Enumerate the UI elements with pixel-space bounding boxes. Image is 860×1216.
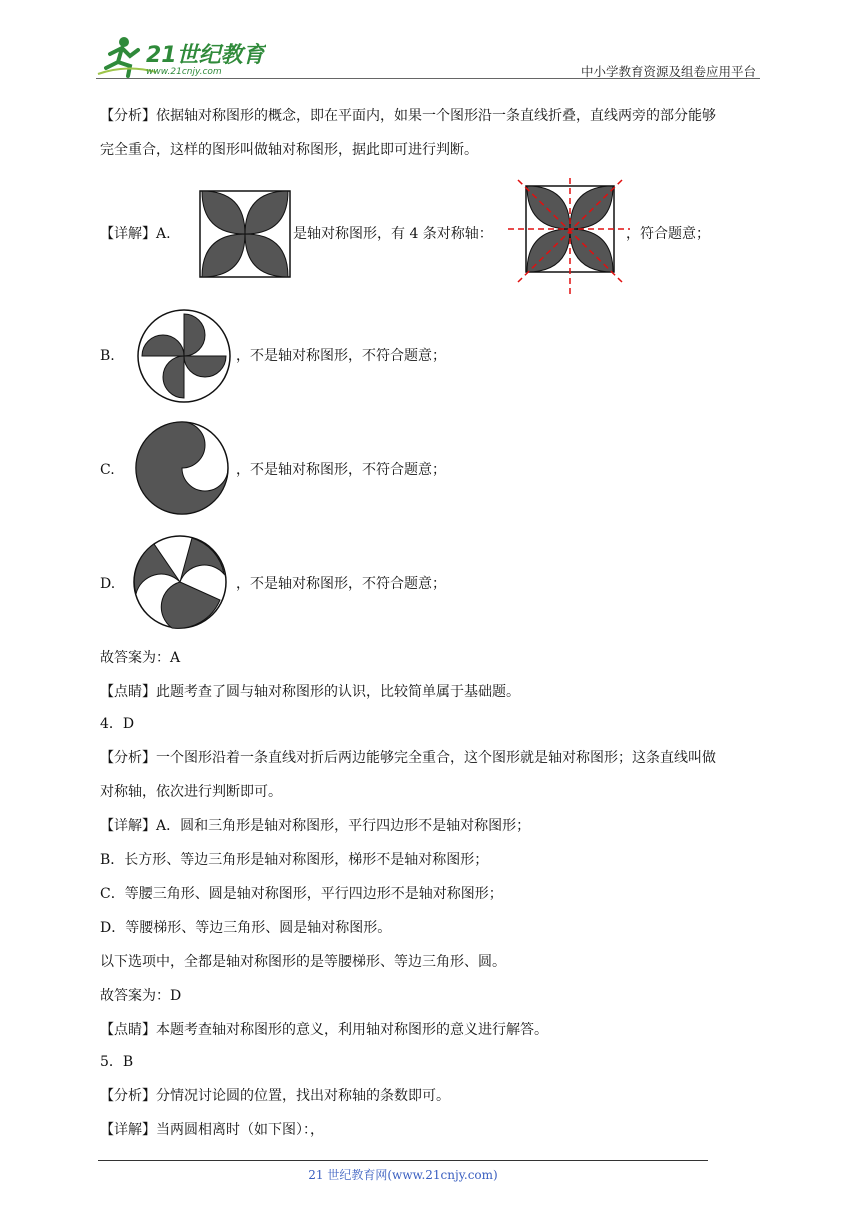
q3-detail-a-suffix: ，符合题意； bbox=[626, 226, 710, 242]
q4-detail-c: C．等腰三角形、圆是轴对称图形，平行四边形不是轴对称图形； bbox=[100, 886, 503, 902]
q4-analysis-line-2: 对称轴，依次进行判断即可。 bbox=[100, 784, 282, 800]
q4-analysis-line-1: 【分析】一个图形沿着一条直线对折后两边能够完全重合，这个图形就是轴对称图形；这条直线叫做 bbox=[100, 750, 716, 766]
logo-url: www.21cnjy.com bbox=[146, 67, 222, 77]
q4-detail-b: B．长方形、等边三角形是轴对称图形，梯形不是轴对称图形； bbox=[100, 852, 489, 868]
q5-detail: 【详解】当两圆相离时（如下图）：， bbox=[100, 1122, 324, 1138]
q3-b-text: ，不是轴对称图形，不符合题意； bbox=[236, 348, 446, 364]
figure-b-pinwheel bbox=[136, 308, 232, 404]
q4-comment: 【点睛】本题考查轴对称图形的意义，利用轴对称图形的意义进行解答。 bbox=[100, 1022, 548, 1038]
q3-c-label: C. bbox=[100, 462, 115, 478]
q4-detail-d: D．等腰梯形、等边三角形、圆是轴对称图形。 bbox=[100, 920, 392, 936]
q5-number: 5．B bbox=[100, 1054, 134, 1070]
q4-answer: 故答案为：D bbox=[100, 988, 182, 1004]
q4-number: 4．D bbox=[100, 716, 135, 732]
q3-analysis-line-1: 【分析】依据轴对称图形的概念，即在平面内，如果一个图形沿一条直线折叠，直线两旁的部分能够 bbox=[100, 108, 716, 124]
footer-divider bbox=[98, 1160, 708, 1161]
q3-comment: 【点睛】此题考查了圆与轴对称图形的认识，比较简单属于基础题。 bbox=[100, 684, 520, 700]
q4-detail-a: 【详解】A．圆和三角形是轴对称图形，平行四边形不是轴对称图形； bbox=[100, 818, 531, 834]
q5-analysis: 【分析】分情况讨论圆的位置，找出对称轴的条数即可。 bbox=[100, 1088, 450, 1104]
figure-a-with-axes bbox=[508, 178, 630, 296]
q4-conclusion: 以下选项中，全都是轴对称图形的是等腰梯形、等边三角形、圆。 bbox=[100, 954, 506, 970]
q3-d-text: ，不是轴对称图形，不符合题意； bbox=[236, 576, 446, 592]
figure-c-yinyang bbox=[134, 420, 230, 516]
q3-detail-a-prefix: 【详解】A. bbox=[100, 226, 171, 242]
q3-b-label: B. bbox=[100, 348, 115, 364]
platform-name: 中小学教育资源及组卷应用平台 bbox=[580, 64, 756, 79]
q3-analysis-line-2: 完全重合，这样的图形叫做轴对称图形，据此即可进行判断。 bbox=[100, 142, 478, 158]
header-divider bbox=[96, 78, 760, 79]
q3-answer: 故答案为：A bbox=[100, 650, 181, 666]
footer-text: 21 世纪教育网(www.21cnjy.com) bbox=[308, 1168, 498, 1182]
q3-d-label: D. bbox=[100, 576, 116, 592]
q3-detail-a-middle: 是轴对称图形，有 4 条对称轴： bbox=[293, 226, 493, 242]
figure-d-triskelion bbox=[132, 534, 228, 630]
logo-text: 21世纪教育 bbox=[146, 43, 265, 68]
figure-a-quatrefoil bbox=[199, 190, 291, 278]
site-logo bbox=[96, 34, 266, 78]
q3-c-text: ，不是轴对称图形，不符合题意； bbox=[236, 462, 446, 478]
